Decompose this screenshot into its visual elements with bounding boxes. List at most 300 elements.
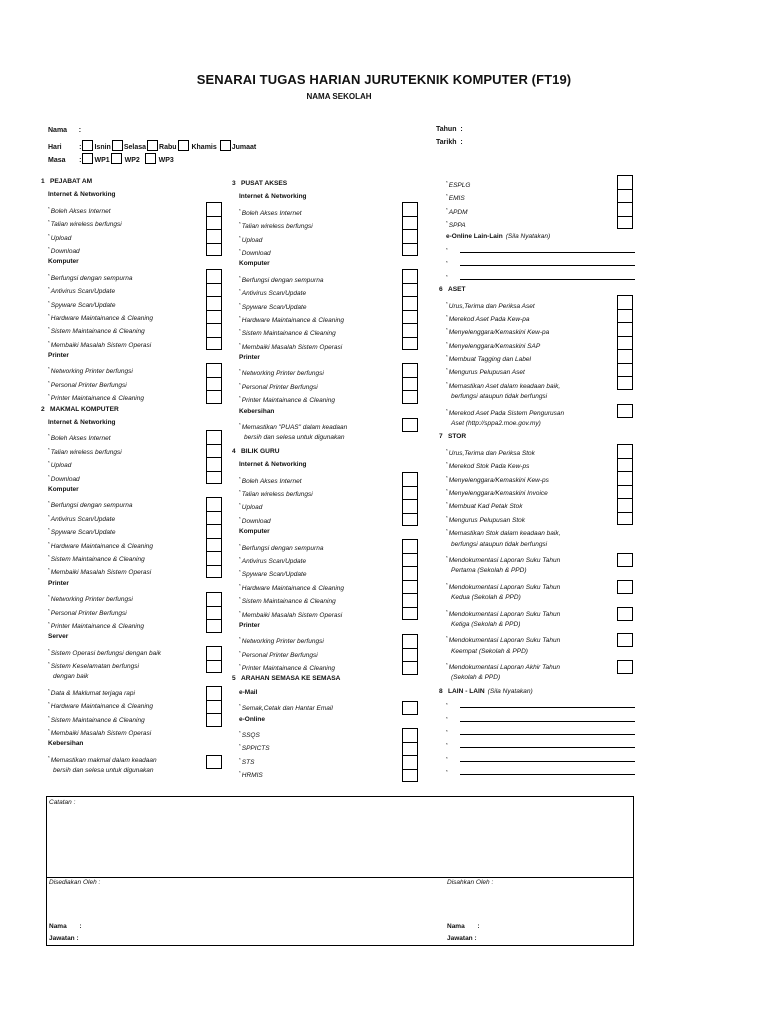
day-label: Isnin (94, 144, 111, 151)
bullet-marker: * (48, 205, 50, 211)
task-checkbox[interactable] (618, 405, 632, 419)
category-title: Komputer (48, 485, 79, 493)
bullet-marker: * (239, 422, 241, 428)
task-checkbox[interactable] (403, 419, 417, 433)
task-text: Merekod Stok Pada Kew-ps (448, 463, 530, 471)
task-checkbox[interactable] (403, 311, 417, 325)
category-title: Internet & Networking (239, 461, 307, 469)
blank-entry-line[interactable] (446, 738, 626, 751)
task-text: Membuat Kad Petak Stok (448, 503, 523, 511)
task-checkbox[interactable] (207, 607, 221, 621)
bullet-marker: * (48, 647, 50, 653)
task-item (48, 443, 228, 456)
task-checkbox[interactable] (207, 297, 221, 311)
task-checkbox[interactable] (207, 472, 221, 486)
checkbox-group (402, 418, 418, 432)
task-checkbox[interactable] (618, 581, 632, 595)
task-item (48, 496, 228, 509)
task-checkbox[interactable] (403, 244, 417, 258)
bullet-marker: * (446, 327, 448, 333)
task-item (239, 338, 419, 351)
task-checkbox[interactable] (403, 540, 417, 554)
task-text: Networking Printer berfungsi (241, 638, 324, 646)
bullet-marker: * (48, 446, 50, 452)
bullet-marker: * (48, 272, 50, 278)
task-text-continued: berfungsi ataupun tidak berfungsi (451, 393, 548, 401)
task-checkbox[interactable] (618, 459, 632, 473)
task-checkbox[interactable] (618, 472, 632, 486)
section-title: PUSAT AKSES (241, 180, 288, 187)
day-checkbox[interactable] (147, 140, 158, 151)
task-checkbox[interactable] (207, 338, 221, 352)
section-title: LAIN - LAIN (448, 687, 485, 695)
task-item (48, 376, 228, 389)
task-text: Semak,Cetak dan Hantar Email (241, 705, 333, 713)
bullet-marker: * (239, 368, 241, 374)
task-item (239, 512, 419, 525)
task-text: Memastikan Stok dalam keadaan baik, (448, 530, 561, 538)
category-title: e-Online (239, 715, 266, 723)
task-checkbox[interactable] (618, 634, 632, 648)
task-text: Printer Maintainance & Cleaning (50, 395, 144, 403)
task-text: Berfungsi dengan sempurna (241, 276, 324, 284)
task-item (239, 284, 419, 297)
task-checkbox[interactable] (207, 378, 221, 392)
section-number: 4 (232, 447, 236, 455)
bullet-marker: * (239, 301, 241, 307)
bullet-marker: * (48, 728, 50, 734)
nama-sign-left: Nama : (49, 923, 82, 930)
task-item (446, 658, 626, 671)
task-text: Menyelenggara/Kemaskini Kew-pa (448, 329, 550, 337)
task-text: Talian wireless berfungsi (50, 448, 122, 456)
bullet-marker: * (48, 245, 50, 251)
day-checkbox[interactable] (112, 140, 123, 151)
task-checkbox[interactable] (403, 554, 417, 568)
bullet-marker: * (239, 515, 241, 521)
task-item (446, 216, 626, 229)
task-text: Talian wireless berfungsi (241, 223, 313, 231)
task-item (48, 242, 228, 255)
category-title: e-Online Lain-Lain (446, 232, 503, 240)
task-checkbox[interactable] (403, 770, 417, 784)
bullet-marker: * (446, 313, 448, 319)
task-checkbox[interactable] (618, 661, 632, 675)
task-checkbox[interactable] (403, 743, 417, 757)
task-text-continued: Keempat (Sekolah & PPD) (451, 647, 528, 655)
category-title: Printer (48, 579, 69, 587)
blank-entry-line[interactable] (446, 270, 626, 283)
task-text: Urus,Terima dan Periksa Stok (448, 449, 535, 457)
task-text-continued: bersih dan selesa untuk digunakan (244, 434, 345, 442)
bullet-marker: * (48, 219, 50, 225)
jawatan-sign-right: Jawatan : (447, 935, 477, 942)
task-text: Membaiki Masalah Sistem Operasi (241, 343, 343, 351)
category-heading (239, 257, 419, 270)
category-heading (239, 458, 419, 471)
task-checkbox[interactable] (618, 337, 632, 351)
jawatan-sign-left: Jawatan : (49, 935, 79, 942)
bullet-marker: * (446, 300, 448, 306)
task-item (48, 670, 228, 683)
blank-entry-line[interactable] (446, 725, 626, 738)
task-item (446, 631, 626, 644)
bullet-marker: * (239, 730, 241, 736)
task-text: Mengurus Pelupusan Aset (448, 369, 525, 377)
bullet-marker: * (48, 701, 50, 707)
task-item (239, 271, 419, 284)
task-checkbox[interactable] (207, 458, 221, 472)
task-text: Mendokumentasi Laporan Suku Tahun (448, 610, 561, 618)
task-checkbox[interactable] (207, 431, 221, 445)
task-text: Berfungsi dengan sempurna (241, 544, 324, 552)
task-item (239, 364, 419, 377)
task-item (48, 336, 228, 349)
task-item (446, 645, 626, 658)
task-item (446, 484, 626, 497)
bullet-marker: * (446, 193, 448, 199)
bullet-marker: * (446, 487, 448, 493)
task-checkbox[interactable] (207, 284, 221, 298)
task-checkbox[interactable] (403, 567, 417, 581)
bullet-marker: * (48, 714, 50, 720)
task-checkbox[interactable] (403, 594, 417, 608)
task-checkbox[interactable] (207, 539, 221, 553)
task-checkbox[interactable] (618, 203, 632, 217)
task-item (48, 309, 228, 322)
task-checkbox[interactable] (403, 608, 417, 622)
bullet-marker: * (446, 702, 448, 708)
task-checkbox[interactable] (207, 217, 221, 231)
checkbox-group (206, 592, 222, 633)
task-item (446, 176, 626, 189)
task-item (48, 269, 228, 282)
task-checkbox[interactable] (618, 499, 632, 513)
bullet-marker: * (48, 553, 50, 559)
task-checkbox[interactable] (207, 620, 221, 634)
task-text: Berfungsi dengan sempurna (50, 502, 133, 510)
bullet-marker: * (48, 620, 50, 626)
task-text: Memastikan makmal dalam keadaan (50, 756, 157, 764)
task-text: SSQS (241, 732, 260, 740)
task-checkbox[interactable] (618, 364, 632, 378)
task-checkbox[interactable] (403, 756, 417, 770)
blank-entry-line[interactable] (446, 256, 626, 269)
task-item (239, 539, 419, 552)
task-checkbox[interactable] (403, 338, 417, 352)
task-item (48, 389, 228, 402)
task-item (48, 550, 228, 563)
category-heading (239, 686, 419, 699)
task-text: Spyware Scan/Update (241, 571, 307, 579)
checkbox-group (206, 686, 222, 727)
section-heading (232, 177, 419, 190)
wp-checkbox[interactable] (145, 153, 156, 164)
task-checkbox[interactable] (207, 498, 221, 512)
category-heading (48, 188, 228, 201)
task-text: Networking Printer berfungsi (241, 370, 324, 378)
task-checkbox[interactable] (618, 296, 632, 310)
task-item (239, 659, 419, 672)
task-checkbox[interactable] (403, 702, 417, 716)
day-checkbox[interactable] (220, 140, 231, 151)
task-checkbox[interactable] (618, 486, 632, 500)
bullet-marker: * (48, 527, 50, 533)
task-checkbox[interactable] (207, 391, 221, 405)
task-text: Membaiki Masalah Sistem Operasi (50, 341, 152, 349)
task-checkbox[interactable] (618, 377, 632, 391)
task-checkbox[interactable] (207, 445, 221, 459)
task-checkbox[interactable] (403, 378, 417, 392)
task-checkbox[interactable] (207, 244, 221, 258)
task-checkbox[interactable] (403, 230, 417, 244)
task-checkbox[interactable] (618, 350, 632, 364)
bullet-marker: * (239, 569, 241, 575)
task-checkbox[interactable] (403, 729, 417, 743)
day-checkbox[interactable] (178, 140, 189, 151)
task-checkbox[interactable] (207, 552, 221, 566)
task-checkbox[interactable] (207, 364, 221, 378)
task-item (446, 511, 626, 524)
task-text: Upload (241, 504, 263, 512)
task-item (446, 444, 626, 457)
task-checkbox[interactable] (403, 284, 417, 298)
bullet-marker: * (48, 326, 50, 332)
task-item (239, 699, 419, 712)
checkbox-group (617, 580, 633, 594)
task-item (48, 229, 228, 242)
task-item (239, 418, 419, 431)
checkbox-group (617, 295, 633, 390)
masa-row: Masa : WP1 WP2 WP3 (48, 153, 174, 164)
task-item (48, 537, 228, 550)
category-heading (239, 351, 419, 364)
category-title: e-Mail (239, 688, 258, 696)
task-checkbox[interactable] (207, 230, 221, 244)
task-item (239, 766, 419, 779)
task-text-continued: dengan baik (53, 673, 89, 681)
task-checkbox[interactable] (403, 487, 417, 501)
task-checkbox[interactable] (618, 176, 632, 190)
task-item (48, 751, 228, 764)
category-heading (48, 483, 228, 496)
bullet-marker: * (446, 447, 448, 453)
task-text: Boleh Akses Internet (50, 207, 111, 215)
blank-entry-line[interactable] (446, 698, 626, 711)
bullet-marker: * (239, 247, 241, 253)
task-checkbox[interactable] (207, 756, 221, 770)
task-item (239, 391, 419, 404)
task-item (239, 204, 419, 217)
task-text: Download (50, 247, 80, 255)
category-heading (239, 713, 419, 726)
task-checkbox[interactable] (403, 635, 417, 649)
task-text: Sistem Maintainance & Cleaning (241, 598, 336, 606)
task-checkbox[interactable] (618, 323, 632, 337)
task-checkbox[interactable] (207, 661, 221, 675)
wp-checkbox[interactable] (82, 153, 93, 164)
section-heading (41, 175, 228, 188)
task-checkbox[interactable] (403, 581, 417, 595)
task-text: Printer Maintainance & Cleaning (50, 622, 144, 630)
task-checkbox[interactable] (403, 500, 417, 514)
page-title: SENARAI TUGAS HARIAN JURUTEKNIK KOMPUTER (FT19) (196, 72, 572, 87)
task-checkbox[interactable] (618, 554, 632, 568)
bullet-marker: * (239, 288, 241, 294)
task-item (446, 591, 626, 604)
entry-underline (460, 252, 635, 253)
task-checkbox[interactable] (207, 687, 221, 701)
task-text: Antivirus Scan/Update (50, 288, 116, 296)
task-text-continued: Pertama (Sekolah & PPD) (451, 567, 527, 575)
task-text: Membaiki Masalah Sistem Operasi (241, 611, 343, 619)
section-number: 1 (41, 178, 45, 185)
task-checkbox[interactable] (403, 391, 417, 405)
day-checkbox[interactable] (82, 140, 93, 151)
task-checkbox[interactable] (403, 514, 417, 528)
task-checkbox[interactable] (207, 593, 221, 607)
task-text: Upload (50, 234, 72, 242)
task-item (446, 337, 626, 350)
bullet-marker: * (239, 475, 241, 481)
task-text: Sistem Keselamatan berfungsi (50, 663, 139, 671)
task-checkbox[interactable] (207, 324, 221, 338)
task-checkbox[interactable] (403, 217, 417, 231)
hari-row: Hari : Isnin Selasa Rabu Khamis Jumaat (48, 140, 256, 151)
task-text: Merekod Aset Pada Sistem Pengurusan (448, 409, 565, 417)
task-item (239, 565, 419, 578)
checkbox-group (617, 633, 633, 647)
task-item (239, 739, 419, 752)
bullet-marker: * (446, 769, 448, 775)
task-item (446, 363, 626, 376)
task-checkbox[interactable] (207, 701, 221, 715)
section-note: (Sila Nyatakan) (487, 687, 533, 695)
task-checkbox[interactable] (207, 566, 221, 580)
task-item (48, 657, 228, 670)
task-item (239, 217, 419, 230)
task-checkbox[interactable] (207, 714, 221, 728)
task-checkbox[interactable] (207, 311, 221, 325)
task-item (239, 378, 419, 391)
task-checkbox[interactable] (618, 310, 632, 324)
checkbox-group (617, 660, 633, 674)
task-text: SPPICTS (241, 745, 270, 753)
task-checkbox[interactable] (207, 512, 221, 526)
blank-entry-line[interactable] (446, 752, 626, 765)
checkbox-group (206, 269, 222, 350)
task-checkbox[interactable] (403, 649, 417, 663)
bullet-marker: * (239, 609, 241, 615)
task-checkbox[interactable] (403, 297, 417, 311)
task-checkbox[interactable] (207, 647, 221, 661)
bullet-marker: * (446, 501, 448, 507)
bullet-marker: * (48, 513, 50, 519)
task-text-continued: bersih dan selesa untuk digunakan (53, 767, 154, 775)
bullet-marker: * (239, 663, 241, 669)
checkbox-group (206, 363, 222, 404)
task-checkbox[interactable] (618, 513, 632, 527)
bullet-marker: * (239, 381, 241, 387)
section-title: PEJABAT AM (50, 178, 93, 185)
task-checkbox[interactable] (618, 445, 632, 459)
category-heading (239, 405, 419, 418)
bullet-marker: * (446, 514, 448, 520)
task-item (48, 282, 228, 295)
task-checkbox[interactable] (403, 364, 417, 378)
entry-underline (460, 747, 635, 748)
bullet-marker: * (48, 500, 50, 506)
task-item (239, 579, 419, 592)
wp-checkbox[interactable] (111, 153, 122, 164)
category-title: Internet & Networking (48, 191, 116, 199)
bullet-marker: * (239, 636, 241, 642)
task-checkbox[interactable] (403, 324, 417, 338)
task-item (239, 472, 419, 485)
task-item (239, 592, 419, 605)
task-checkbox[interactable] (618, 190, 632, 204)
task-checkbox[interactable] (403, 473, 417, 487)
bullet-marker: * (48, 460, 50, 466)
task-text: Sistem Operasi berfungsi dengan baik (50, 649, 161, 657)
section-title: ARAHAN SEMASA KE SEMASA (241, 675, 341, 683)
blank-entry-line[interactable] (446, 765, 626, 778)
task-checkbox[interactable] (618, 608, 632, 622)
task-checkbox[interactable] (207, 203, 221, 217)
task-checkbox[interactable] (403, 203, 417, 217)
checkbox-group (402, 363, 418, 404)
task-text: Spyware Scan/Update (241, 303, 307, 311)
blank-entry-line[interactable] (446, 712, 626, 725)
task-text: Networking Printer berfungsi (50, 368, 133, 376)
task-item (239, 311, 419, 324)
task-item (446, 323, 626, 336)
bullet-marker: * (48, 339, 50, 345)
task-checkbox[interactable] (403, 662, 417, 676)
category-title: Internet & Networking (48, 419, 116, 427)
task-item (239, 753, 419, 766)
task-text: Printer Maintainance & Cleaning (241, 397, 335, 405)
task-text: Memastikan Aset dalam keadaan baik, (448, 382, 561, 390)
task-checkbox[interactable] (403, 270, 417, 284)
task-item (48, 510, 228, 523)
task-checkbox[interactable] (207, 270, 221, 284)
section-number: 6 (439, 286, 443, 294)
bullet-marker: * (48, 366, 50, 372)
category-title: Server (48, 633, 69, 641)
checkbox-group (617, 553, 633, 567)
checkbox-group (206, 646, 222, 673)
category-heading (48, 416, 228, 429)
tarikh-label: Tarikh : (436, 139, 463, 146)
task-text: Hardware Maintainance & Cleaning (241, 584, 345, 592)
blank-entry-line[interactable] (446, 243, 626, 256)
category-heading (48, 255, 228, 268)
task-checkbox[interactable] (207, 525, 221, 539)
task-column-2 (232, 177, 419, 780)
task-text: Mendokumentasi Laporan Suku Tahun (448, 637, 561, 645)
task-text: Urus,Terima dan Periksa Aset (448, 302, 535, 310)
task-item (446, 578, 626, 591)
bullet-marker: * (48, 754, 50, 760)
task-checkbox[interactable] (618, 217, 632, 231)
bullet-marker: * (446, 206, 448, 212)
category-title: Internet & Networking (239, 193, 307, 201)
checkbox-group (206, 202, 222, 256)
task-text: Download (241, 249, 271, 257)
notes-box (46, 796, 634, 946)
task-text: STS (241, 758, 255, 766)
